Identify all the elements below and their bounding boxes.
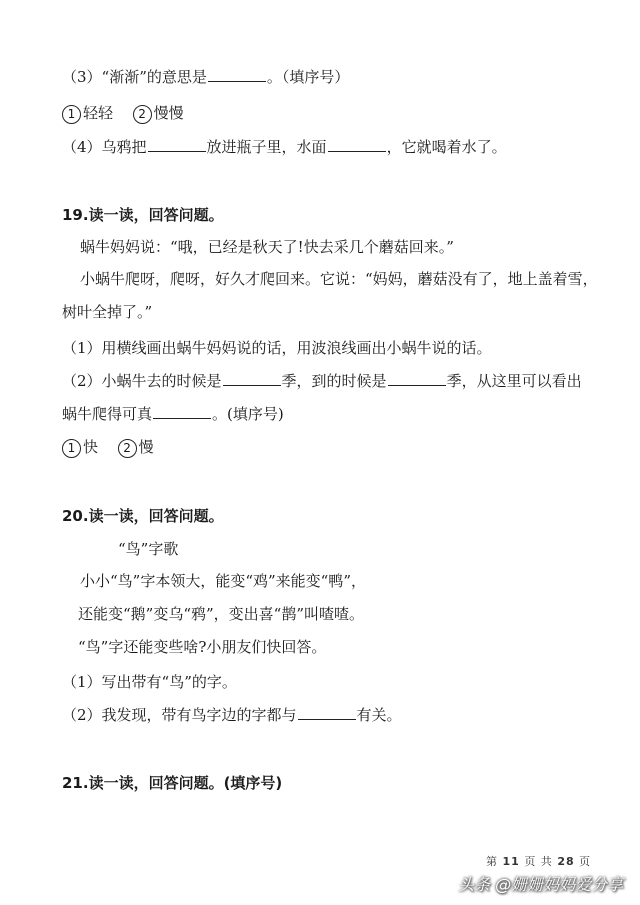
answer-blank[interactable] xyxy=(328,137,386,152)
q18-sub3-prefix: （3）“渐渐”的意思是 xyxy=(62,68,207,86)
q18-sub3-suffix: 。（填序号） xyxy=(266,68,350,86)
option-circle-icon: 1 xyxy=(62,105,81,124)
page-label-prefix: 第 xyxy=(486,855,498,868)
answer-blank[interactable] xyxy=(148,137,206,152)
page-footer xyxy=(486,853,591,869)
q18-sub4 xyxy=(62,136,507,158)
q20-poem-line3: “鸟”字还能变些啥?小朋友们快回答。 xyxy=(78,638,327,656)
q18-sub4-suffix: ，它就喝着水了。 xyxy=(386,138,507,156)
q20-sub2 xyxy=(62,704,402,726)
option-circle-icon: 2 xyxy=(118,439,137,458)
q19-sub2-prefix: （2）小蜗牛去的时候是 xyxy=(62,372,222,390)
q19-sub2-mid1: 季，到的时候是 xyxy=(281,372,387,390)
q19-para2-line2: 树叶全掉了。” xyxy=(62,303,153,321)
option-circle-icon: 2 xyxy=(133,105,152,124)
q19-heading: 19.读一读，回答问题。 xyxy=(62,206,224,224)
answer-blank[interactable] xyxy=(388,371,446,386)
q18-option-1: 轻轻 xyxy=(83,104,114,122)
q20-sub2-prefix: （2）我发现，带有鸟字边的字都与 xyxy=(62,706,297,724)
q19-options xyxy=(62,436,154,458)
option-circle-icon: 1 xyxy=(62,439,81,458)
answer-blank[interactable] xyxy=(298,705,356,720)
q19-para1: 蜗牛妈妈说：“哦，已经是秋天了!快去采几个蘑菇回来。” xyxy=(80,238,454,256)
page-label-mid: 页 共 xyxy=(524,855,553,868)
q18-options xyxy=(62,102,184,124)
q20-poem-title: “鸟”字歌 xyxy=(118,540,179,558)
page-total: 28 xyxy=(557,855,575,868)
q20-sub1: （1）写出带有“鸟”的字。 xyxy=(62,673,237,691)
q19-sub2-line2-suffix: 。(填序号) xyxy=(212,405,284,423)
q19-sub2-line2 xyxy=(62,403,284,425)
q18-sub4-prefix: （4）乌鸦把 xyxy=(62,138,147,156)
q19-option-2: 慢 xyxy=(138,438,154,456)
answer-blank[interactable] xyxy=(153,404,211,419)
q19-para2-line1: 小蜗牛爬呀，爬呀，好久才爬回来。它说：“妈妈，蘑菇没有了，地上盖着雪， xyxy=(80,270,598,288)
q19-option-1: 快 xyxy=(83,438,99,456)
q18-sub4-mid: 放进瓶子里，水面 xyxy=(206,138,327,156)
watermark: 头条 @姗姗妈妈爱分享 xyxy=(458,875,624,894)
q20-heading: 20.读一读，回答问题。 xyxy=(62,507,224,525)
q19-sub2-mid2: 季，从这里可以看出 xyxy=(446,372,582,390)
q18-option-2: 慢慢 xyxy=(153,104,184,122)
page-label-suffix: 页 xyxy=(579,855,592,868)
q20-poem-line2: 还能变“鹅”变乌“鸦”，变出喜“鹊”叫喳喳。 xyxy=(78,605,365,623)
answer-blank[interactable] xyxy=(208,67,266,82)
q19-sub2-line2-prefix: 蜗牛爬得可真 xyxy=(62,405,153,423)
answer-blank[interactable] xyxy=(223,371,281,386)
q19-sub2 xyxy=(62,370,582,392)
q19-sub1: （1）用横线画出蜗牛妈妈说的话，用波浪线画出小蜗牛说的话。 xyxy=(62,339,492,357)
page-current: 11 xyxy=(502,855,520,868)
q20-poem-line1: 小小“鸟”字本领大，能变“鸡”来能变“鸭”， xyxy=(80,572,367,590)
q18-sub3 xyxy=(62,66,349,88)
q21-heading: 21.读一读，回答问题。(填序号) xyxy=(62,774,283,792)
q20-sub2-suffix: 有关。 xyxy=(356,706,402,724)
